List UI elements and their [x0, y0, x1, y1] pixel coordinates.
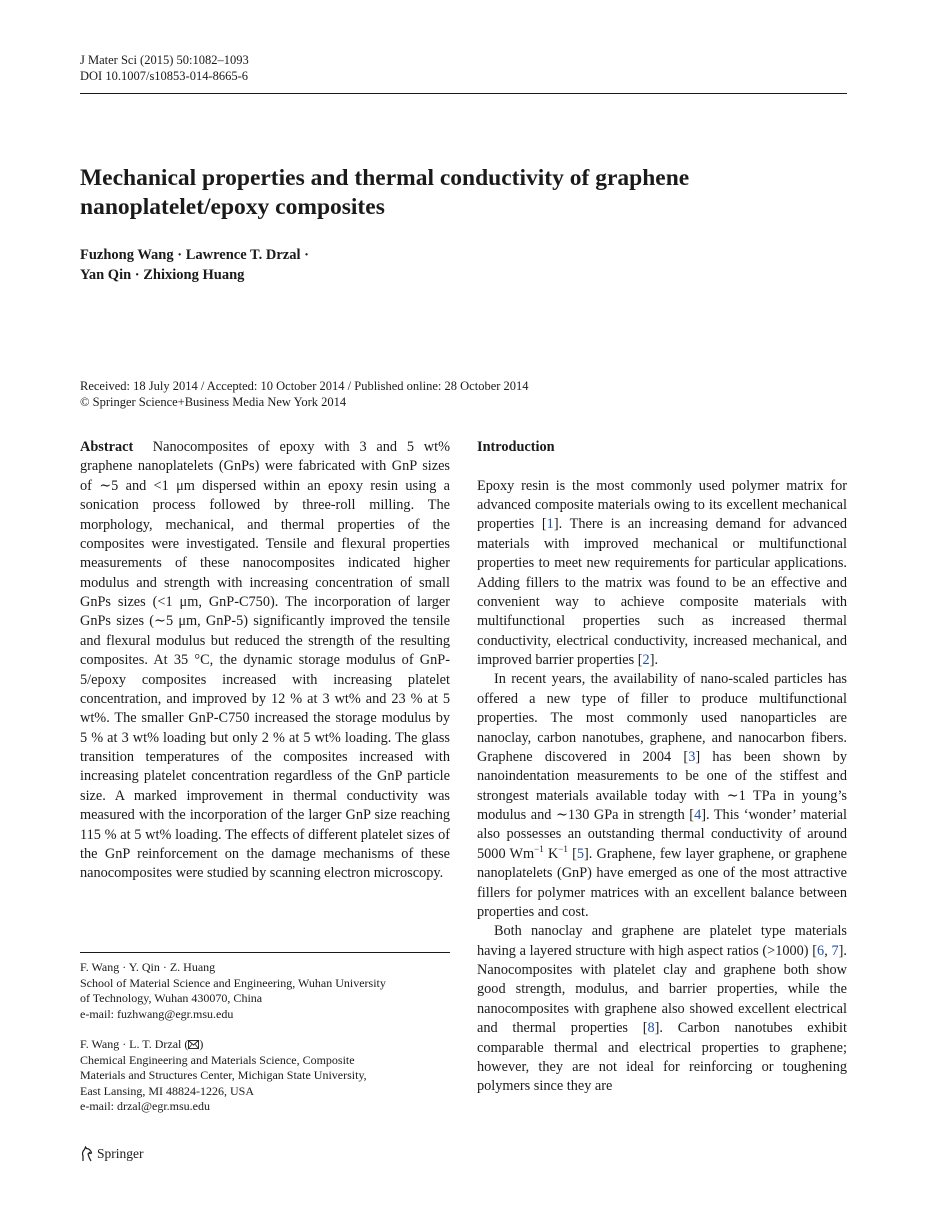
- abstract-text: Nanocomposites of epoxy with 3 and 5 wt% graphene nanoplatelets (GnPs) were fabricated with GnP sizes of ∼5 and <1 μm dispersed within an epoxy resin using a sonication process followed by three-roll milling. The morphology, mechanical, and thermal properties of the composites were investigated. Tensile and flexural properties measurements of these nanocomposites indicated higher modulus and strength with increasing concentration of small GnPs sizes (<1 μm, GnP-C750). The incorporation of larger GnPs sizes (∼5 μm, GnP-5) significantly improved the tensile and flexural modulus but reduced the strength of the resulting composites. At 35 °C, the dynamic storage modulus of GnP-5/epoxy composites increased with increasing platelet concentration, and improved by 12 % at 3 wt% and 23 % at 5 wt%. The smaller GnP-C750 increased the storage modulus by 5 % at 3 wt% loading but only 2 % at 5 wt% loading. The glass transition temperatures of the composites increased with increasing platelet concentration regardless of the GnP particle size. A marked improvement in thermal conductivity was measured with the incorporation of the larger GnP size reaching 115 % at 5 wt% loading. The effects of different platelet sizes of the GnP reinforcement on the damage mechanisms of these nanocomposites were studied by scanning electron microscopy.: [80, 439, 450, 882]
- affiliation-2-line-2: Materials and Structures Center, Michigan State University,: [80, 1068, 367, 1082]
- publication-history: [80, 379, 529, 410]
- intro-p3-text-b: ]. Nanocomposites with platelet clay and graphene both show good strength, modulus, and barrier properties, while the nanocomposites with graphene also showed excellent electrical and thermal properties [: [477, 942, 847, 1037]
- authors-line-1: Fuzhong Wang · Lawrence T. Drzal ·: [80, 247, 309, 263]
- introduction-heading: Introduction: [477, 439, 555, 455]
- affiliation-2-names-end: ): [199, 1037, 204, 1051]
- exponent-1: −1: [534, 844, 544, 855]
- citation-link-4[interactable]: 4: [694, 807, 702, 824]
- affiliation-2: [80, 1037, 450, 1115]
- intro-p2-text-a: In recent years, the availability of nano-scaled particles has offered a new type of filler to produce multifunctional properties. The most commonly used nanoparticles are nanoclay, carbon nanotubes, graphene, and nanocarbon fibers. Graphene discovered in 2004 [: [477, 671, 847, 765]
- affiliation-2-names: F. Wang · L. T. Drzal (: [80, 1037, 189, 1051]
- page-footer: [80, 1145, 144, 1163]
- intro-p2-text-b: ] has been shown by nanoindentation measurements to be one of the stiffest and strongest materials available today with ∼1 TPa in young’s modulus and ∼130 GPa in strength [: [477, 748, 847, 824]
- citation-link-2[interactable]: 2: [642, 652, 650, 669]
- affiliation-separator: [80, 952, 450, 953]
- publisher-name: Springer: [97, 1146, 144, 1161]
- citation-link-6[interactable]: 6: [817, 942, 825, 959]
- article-title: Mechanical properties and thermal conductivity of graphene nanoplatelet/epoxy composites: [80, 165, 690, 220]
- citation-link-1[interactable]: 1: [546, 516, 554, 533]
- abstract-heading: Abstract: [80, 439, 134, 455]
- intro-paragraph-3: [477, 922, 847, 1096]
- header-rule: [80, 93, 847, 94]
- intro-paragraph-1: [477, 477, 847, 671]
- intro-p3-text-a: Both nanoclay and graphene are platelet type materials having a layered structure with high aspect ratios (>1000) [: [477, 923, 847, 959]
- citation-link-3[interactable]: 3: [688, 748, 696, 765]
- journal-citation: J Mater Sci (2015) 50:1082–1093: [80, 53, 249, 67]
- affiliation-2-names-row: [80, 1037, 450, 1053]
- affiliation-2-line-3: East Lansing, MI 48824-1226, USA: [80, 1083, 254, 1098]
- intro-p1-text-a: Epoxy resin is the most commonly used polymer matrix for advanced composite materials owing to its excellent mechanical properties [: [477, 477, 847, 533]
- history-dates: Received: 18 July 2014 / Accepted: 10 October 2014 / Published online: 28 October 2014: [80, 379, 529, 393]
- copyright-line: © Springer Science+Business Media New York 2014: [80, 394, 347, 409]
- envelope-icon: [188, 1040, 199, 1049]
- intro-p1-text-c: ].: [649, 652, 659, 669]
- affiliation-2-email: e-mail: drzal@egr.msu.edu: [80, 1099, 211, 1113]
- intro-p3-text-c: ]. Carbon nanotubes exhibit comparable thermal and electrical properties to graphene; however, they are not ideal for reinforcing or toughening polymers since they are: [477, 1020, 847, 1095]
- journal-header: [80, 52, 249, 84]
- intro-p2-text-c: ]. This ‘wonder’ material also possesses an outstanding thermal conductivity of around 5000 Wm: [477, 807, 848, 862]
- affiliation-1: [80, 960, 450, 1022]
- citation-link-8[interactable]: 8: [647, 1020, 655, 1037]
- intro-paragraph-2: [477, 670, 847, 922]
- affiliation-1-line-2: of Technology, Wuhan 430070, China: [80, 991, 263, 1005]
- introduction-column: [477, 438, 847, 1097]
- affiliation-1-names: F. Wang · Y. Qin · Z. Huang: [80, 960, 216, 974]
- abstract-column: [80, 438, 450, 884]
- citation-separator: ,: [824, 942, 832, 959]
- affiliation-2-line-1: Chemical Engineering and Materials Science, Composite: [80, 1052, 355, 1067]
- affiliation-1-email: e-mail: fuzhwang@egr.msu.edu: [80, 1006, 234, 1021]
- affiliation-1-line-1: School of Material Science and Engineering, Wuhan University: [80, 975, 386, 990]
- abstract: [80, 438, 450, 884]
- journal-doi: DOI 10.1007/s10853-014-8665-6: [80, 69, 249, 83]
- citation-link-5[interactable]: 5: [576, 845, 585, 862]
- exponent-2: −1: [558, 844, 568, 855]
- intro-p1-text-b: ]. There is an increasing demand for advanced materials with improved mechanical or multifunctional properties to meet new requirements for particular applications. Adding fillers to the matrix was found to be an effective and convenient way to achieve composite materials with multifunctional properties such as increased thermal conductivity, electrical conductivity, increased mechanical, and improved barrier properties [: [477, 516, 847, 669]
- authors-line-2: Yan Qin · Zhixiong Huang: [80, 267, 245, 283]
- intro-p2-text-d: K: [543, 845, 559, 862]
- intro-p2-text-e: [: [567, 845, 577, 862]
- author-list: [80, 245, 309, 285]
- citation-link-7[interactable]: 7: [831, 942, 839, 959]
- intro-p2-text-f: ]. Graphene, few layer graphene, or graphene nanoplatelets (GnP) have emerged as one of the most attractive fillers for polymer matrices with an excellent balance between properties and cost.: [477, 845, 848, 920]
- springer-horse-icon: [80, 1145, 94, 1163]
